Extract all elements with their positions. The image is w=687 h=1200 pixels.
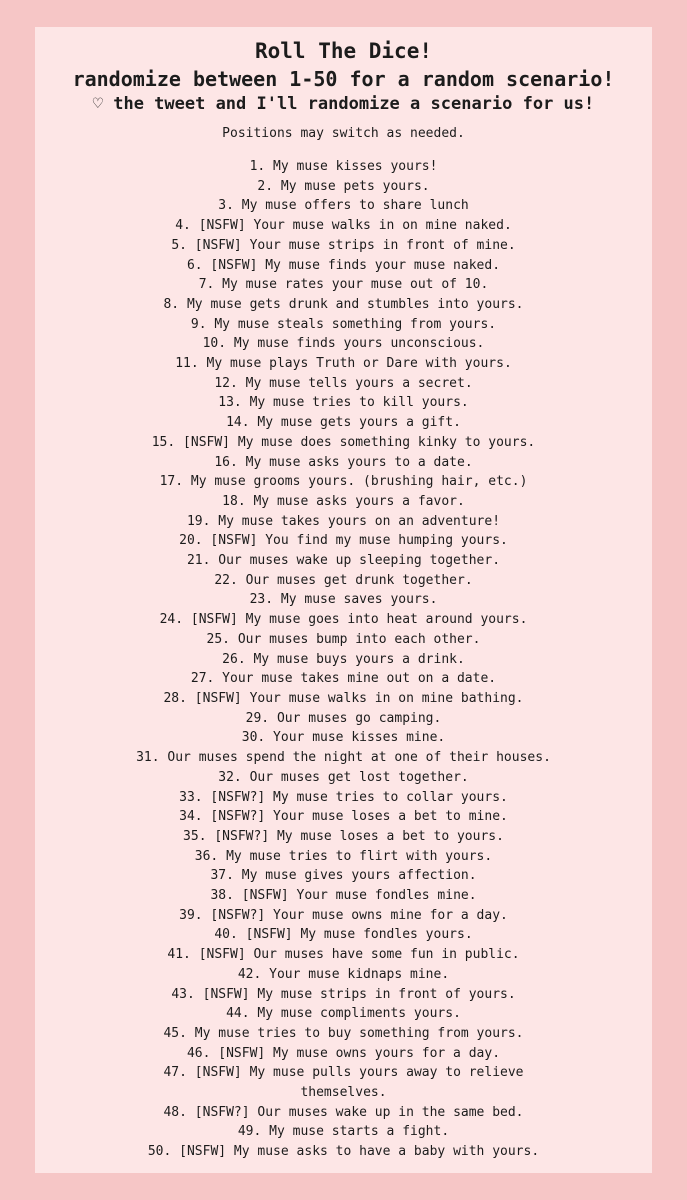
scenario-item: 31. Our muses spend the night at one of their houses. [136,750,551,766]
scenario-item: 22. Our muses get drunk together. [214,572,473,588]
instruction-text: the tweet and I'll randomize a scenario for us! [113,94,595,114]
scenario-item: 47. [NSFW] My muse pulls yours away to relieve themselves. [163,1065,524,1101]
scenario-item: 35. [NSFW?] My muse loses a bet to yours. [183,828,504,844]
scenario-item: 20. [NSFW] You find my muse humping yours. [179,533,508,549]
scenario-item: 4. [NSFW] Your muse walks in on mine naked. [175,218,512,234]
scenario-item: 7. My muse rates your muse out of 10. [198,277,489,293]
instruction-line [35,93,652,115]
scenario-item: 2. My muse pets yours. [257,178,430,194]
scenario-item: 10. My muse finds yours unconscious. [202,336,485,352]
scenario-item: 11. My muse plays Truth or Dare with yours. [175,356,512,372]
scenario-item: 17. My muse grooms yours. (brushing hair, etc.) [159,474,528,490]
scenario-item: 38. [NSFW] Your muse fondles mine. [210,888,477,904]
page-subtitle: randomize between 1-50 for a random scenario! [72,67,615,91]
scenario-item: 40. [NSFW] My muse fondles yours. [214,927,473,943]
scenario-item: 14. My muse gets yours a gift. [226,415,461,431]
scenario-item: 12. My muse tells yours a secret. [214,375,473,391]
scenario-item: 13. My muse tries to kill yours. [218,395,469,411]
scenario-item: 29. Our muses go camping. [245,710,442,726]
scenario-item: 39. [NSFW?] Your muse owns mine for a day. [179,907,508,923]
scenario-item: 16. My muse asks yours to a date. [214,454,473,470]
scenario-item: 46. [NSFW] My muse owns yours for a day. [186,1045,501,1061]
scenario-item: 49. My muse starts a fight. [237,1124,450,1140]
scenario-item: 44. My muse compliments yours. [226,1006,461,1022]
scenario-item: 1. My muse kisses yours! [249,159,438,174]
scenario-item: 43. [NSFW] My muse strips in front of yours. [171,986,516,1002]
scenario-item: 30. Your muse kisses mine. [241,730,446,746]
scenario-item: 21. Our muses wake up sleeping together. [186,553,501,569]
positions-note: Positions may switch as needed. [222,126,465,141]
scenario-item: 26. My muse buys yours a drink. [222,651,465,667]
scenario-item: 6. [NSFW] My muse finds your muse naked. [186,257,501,273]
scenario-card [35,27,652,1173]
page-title: Roll The Dice! [254,39,432,63]
scenario-item: 50. [NSFW] My muse asks to have a baby with yours. [147,1144,540,1160]
scenario-item: 28. [NSFW] Your muse walks in on mine bathing. [163,690,524,706]
scenario-item: 9. My muse steals something from yours. [190,316,497,332]
scenario-item: 34. [NSFW?] Your muse loses a bet to mine. [179,809,508,825]
scenario-item: 8. My muse gets drunk and stumbles into yours. [163,296,524,312]
scenario-item: 36. My muse tries to flirt with yours. [194,848,493,864]
scenario-item: 27. Your muse takes mine out on a date. [190,671,497,687]
scenario-item: 45. My muse tries to buy something from yours. [163,1025,524,1041]
scenario-item: 19. My muse takes yours on an adventure! [186,513,501,529]
scenario-item: 48. [NSFW?] Our muses wake up in the same bed. [163,1104,524,1120]
scenario-item: 3. My muse offers to share lunch [218,198,469,214]
scenario-item: 23. My muse saves yours. [249,592,438,608]
scenario-item: 41. [NSFW] Our muses have some fun in public. [167,947,520,963]
scenario-item: 42. Your muse kidnaps mine. [237,966,450,982]
scenario-item: 37. My muse gives yours affection. [210,868,477,884]
scenario-list [35,157,652,1162]
scenario-item: 33. [NSFW?] My muse tries to collar yours. [179,789,508,805]
heart-icon: ♡ [92,94,103,114]
scenario-item: 25. Our muses bump into each other. [206,631,481,647]
scenario-item: 15. [NSFW] My muse does something kinky to yours. [151,434,536,450]
scenario-item: 24. [NSFW] My muse goes into heat around yours. [159,612,528,628]
scenario-item: 18. My muse asks yours a favor. [222,493,465,509]
scenario-item: 5. [NSFW] Your muse strips in front of mine. [171,237,516,253]
scenario-item: 32. Our muses get lost together. [218,769,469,785]
